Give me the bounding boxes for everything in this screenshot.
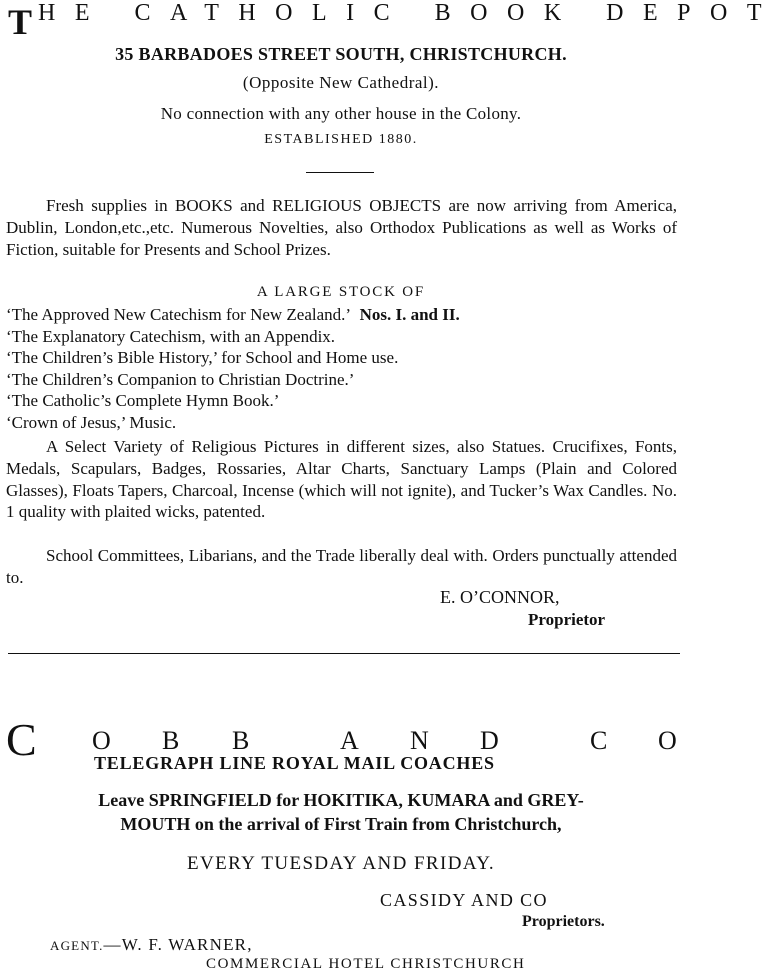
owner-name: CASSIDY AND CO (380, 890, 548, 910)
owner-title: Proprietors. (522, 913, 605, 930)
title-letter: C (590, 726, 608, 755)
list-item (6, 347, 677, 369)
title-rest: HE CATHOLIC BOOK DEPOT (38, 0, 781, 26)
agent-address: COMMERCIAL HOTEL CHRISTCHURCH (206, 956, 526, 972)
list-item (6, 326, 677, 348)
list-item (6, 304, 677, 326)
depot-opposite-note: (Opposite New Cathedral). (242, 73, 440, 92)
committees-paragraph (6, 545, 677, 589)
committees-text: School Committees, Libarians, and the Trade liberally deal with. Orders punctually attended to. (6, 546, 677, 587)
title-letter: B (232, 726, 250, 755)
list-item-title: ‘The Children’s Bible History,’ for School and Home use. (6, 348, 399, 368)
title-letter: N (410, 726, 429, 755)
list-item (6, 390, 677, 412)
title-letter: O (92, 726, 111, 755)
agent-label: AGENT. (50, 938, 104, 953)
pictures-text: A Select Variety of Religious Pictures in different sizes, also Statues. Crucifixes, Fonts, Medals, Scapulars, Badges, Rossaries, Altar Charts, Sanctuary Lamps (Plain and Colored Glasses), Floats Tapers, Charcoal, Incense (which will not ignite), and Tucker’s Wax Candles. No. 1 quality with plaited wicks, patented. (6, 437, 677, 522)
list-item (6, 412, 677, 434)
list-item-title: ‘The Children’s Companion to Christian Doctrine.’ (6, 369, 355, 389)
section-divider (8, 653, 680, 654)
agent-name: —W. F. WARNER, (103, 935, 253, 954)
book-depot-title (8, 0, 781, 42)
large-stock-heading: A LARGE STOCK OF (256, 284, 426, 300)
list-item-title: ‘The Catholic’s Complete Hymn Book.’ (6, 391, 280, 411)
route-line-2: MOUTH on the arrival of First Train from Christchurch, (120, 814, 562, 834)
title-letter: D (480, 726, 499, 755)
list-item-suffix: Nos. I. and II. (359, 305, 460, 324)
book-list (6, 304, 677, 434)
list-item-title: ‘Crown of Jesus,’ Music. (6, 412, 177, 432)
supplies-text: Fresh supplies in BOOKS and RELIGIOUS OBJECTS are now arriving from America, Dublin, London,etc.,etc. Numerous Novelties, also Orthodox Publications as well as Works of Fiction, suitable for Presents and School Prizes. (6, 196, 677, 259)
proprietor-name: E. O’CONNOR, (440, 587, 560, 607)
pictures-paragraph (6, 436, 677, 523)
list-item (6, 369, 677, 391)
schedule-days: EVERY TUESDAY AND FRIDAY. (186, 853, 496, 874)
supplies-paragraph (6, 195, 677, 260)
title-letter: O (658, 726, 677, 755)
telegraph-line-heading: TELEGRAPH LINE ROYAL MAIL COACHES (94, 753, 495, 773)
short-divider (306, 172, 374, 173)
cobb-drop-cap: C (6, 714, 37, 765)
route-line-1: Leave SPRINGFIELD for HOKITIKA, KUMARA and GREY- (98, 790, 584, 810)
established-date: ESTABLISHED 1880. (264, 132, 418, 147)
depot-address: 35 BARBADOES STREET SOUTH, CHRISTCHURCH. (115, 44, 567, 64)
agent-line (50, 935, 253, 955)
list-item-title: ‘The Explanatory Catechism, with an Appendix. (6, 326, 336, 346)
no-connection-note: No connection with any other house in the Colony. (160, 104, 522, 123)
list-item-title: ‘The Approved New Catechism for New Zealand.’ (6, 305, 352, 324)
title-drop-cap: T (8, 2, 33, 42)
proprietor-title: Proprietor (528, 610, 606, 629)
title-letter: B (162, 726, 180, 755)
title-letter: A (340, 726, 359, 755)
